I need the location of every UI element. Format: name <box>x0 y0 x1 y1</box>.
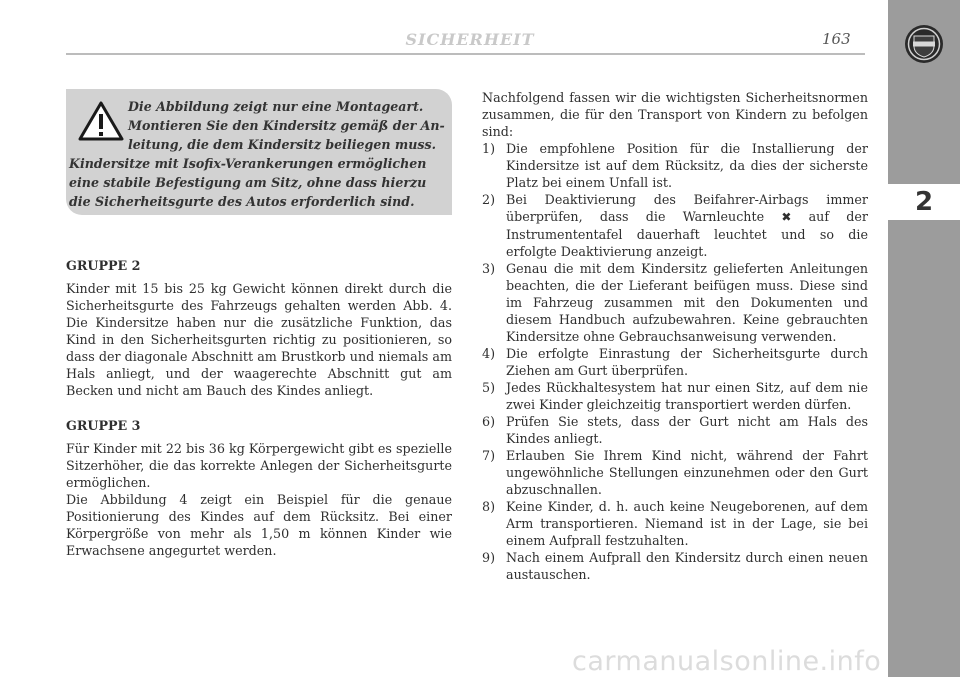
chapter-side-tab <box>888 0 960 677</box>
list-text: Prüfen Sie stets, dass der Gurt nicht am Hals des Kindes anliegt. <box>506 414 868 446</box>
list-number: 5) <box>482 380 496 395</box>
watermark: carmanualsonline.info <box>572 646 882 677</box>
list-item <box>482 549 868 583</box>
list-number: 3) <box>482 261 496 276</box>
list-text: Jedes Rückhaltesystem hat nur einen Sitz, auf dem nie zwei Kinder gleichzeitig transportiert werden dürfen. <box>506 380 868 412</box>
right-column <box>482 89 868 583</box>
group3-text-2: Die Abbildung 4 zeigt ein Beispiel für die genaue Positionierung des Kindes auf dem Rücksitz. Bei einer Körpergröße von mehr als 1,50 m können Kinder wie Erwachsene angegurtet werden. <box>66 492 452 558</box>
warning-text <box>66 97 445 211</box>
list-number: 8) <box>482 499 496 514</box>
warning-line: Montieren Sie den Kindersitz gemäß der An- <box>128 118 445 133</box>
list-item <box>482 191 868 260</box>
left-column <box>66 257 452 559</box>
list-text: Die erfolgte Einrastung der Sicherheitsgurte durch Ziehen am Gurt überprüfen. <box>506 346 868 378</box>
group3-text: Für Kinder mit 22 bis 36 kg Körpergewicht gibt es spezielle Sitzerhöher, die das korrekte Anlegen der Sicherheitsgurte ermöglichen. <box>66 441 452 490</box>
group2-heading: GRUPPE 2 <box>66 258 141 273</box>
list-item <box>482 140 868 191</box>
warning-box <box>66 89 452 215</box>
list-number: 1) <box>482 141 496 156</box>
rules-intro: Nachfolgend fassen wir die wichtigsten Sicherheitsnormen zusammen, die für den Transport von Kindern zu befolgen sind: <box>482 90 868 139</box>
list-number: 7) <box>482 448 496 463</box>
list-text: Keine Kinder, d. h. auch keine Neugeborenen, auf dem Arm transportieren. Niemand ist in der Lage, sie bei einem Aufprall festzuhalten. <box>506 499 868 548</box>
list-number: 4) <box>482 346 496 361</box>
list-text-after: auf der Instrumententafel dauerhaft leuchtet und so die erfolgte Deaktivierung anzeigt. <box>506 209 868 259</box>
chapter-number: 2 <box>888 184 960 220</box>
airbag-off-icon: ✖ <box>781 210 792 224</box>
list-number: 6) <box>482 414 496 429</box>
group2-text: Kinder mit 15 bis 25 kg Gewicht können direkt durch die Sicherheitsgurte des Fahrzeugs gehalten werden Abb. 4. Die Kindersitze haben nur die zusätzliche Funktion, das Kind in den Sicherheitsgurten richtig zu positionieren, so dass der diagonale Abschnitt am Brustkorb und niemals am Hals anliegt, und der waagerechte Abschnitt gut am Becken und nicht am Bauch des Kindes anliegt. <box>66 281 452 398</box>
list-text: Nach einem Aufprall den Kindersitz durch einen neuen austauschen. <box>506 550 868 582</box>
list-item <box>482 345 868 379</box>
warning-line: die Sicherheitsgurte des Autos erforderlich sind. <box>69 194 415 209</box>
list-text-before: Bei Deaktivierung des Beifahrer-Airbags immer überprüfen, dass die Warnleuchte <box>506 192 868 224</box>
warning-line: eine stabile Befestigung am Sitz, ohne dass hierzu <box>69 175 427 190</box>
list-item <box>482 447 868 498</box>
warning-line: Kindersitze mit Isofix-Verankerungen ermöglichen <box>69 156 427 171</box>
list-item <box>482 498 868 549</box>
header-divider <box>66 53 865 55</box>
list-text: Genau die mit dem Kindersitz gelieferten Anleitungen beachten, die der Lieferant beifügen muss. Diese sind im Fahrzeug zusammen mit den Dokumenten und diesem Handbuch aufzubewahren. Keine gebrauchten Kindersitze ohne Gebrauchsanweisung verwenden. <box>506 261 868 344</box>
warning-line: leitung, die dem Kindersitz beiliegen muss. <box>128 137 436 152</box>
list-text: Die empfohlene Position für die Installierung der Kindersitze ist auf dem Rücksitz, da dies der sicherste Platz bei einem Unfall ist. <box>506 141 868 190</box>
list-item <box>482 260 868 345</box>
page-number: 163 <box>822 30 851 48</box>
group3-heading: GRUPPE 3 <box>66 418 141 433</box>
list-item <box>482 379 868 413</box>
list-text <box>506 191 868 260</box>
list-number: 9) <box>482 550 496 565</box>
list-text: Erlauben Sie Ihrem Kind nicht, während der Fahrt ungewöhnliche Stellungen einzunehmen oder den Gurt abzuschnallen. <box>506 448 868 497</box>
warning-line: Die Abbildung zeigt nur eine Montageart. <box>128 99 424 114</box>
list-item <box>482 413 868 447</box>
lancia-logo <box>904 24 944 64</box>
header-title: SICHERHEIT <box>405 30 535 49</box>
list-number: 2) <box>482 192 496 207</box>
